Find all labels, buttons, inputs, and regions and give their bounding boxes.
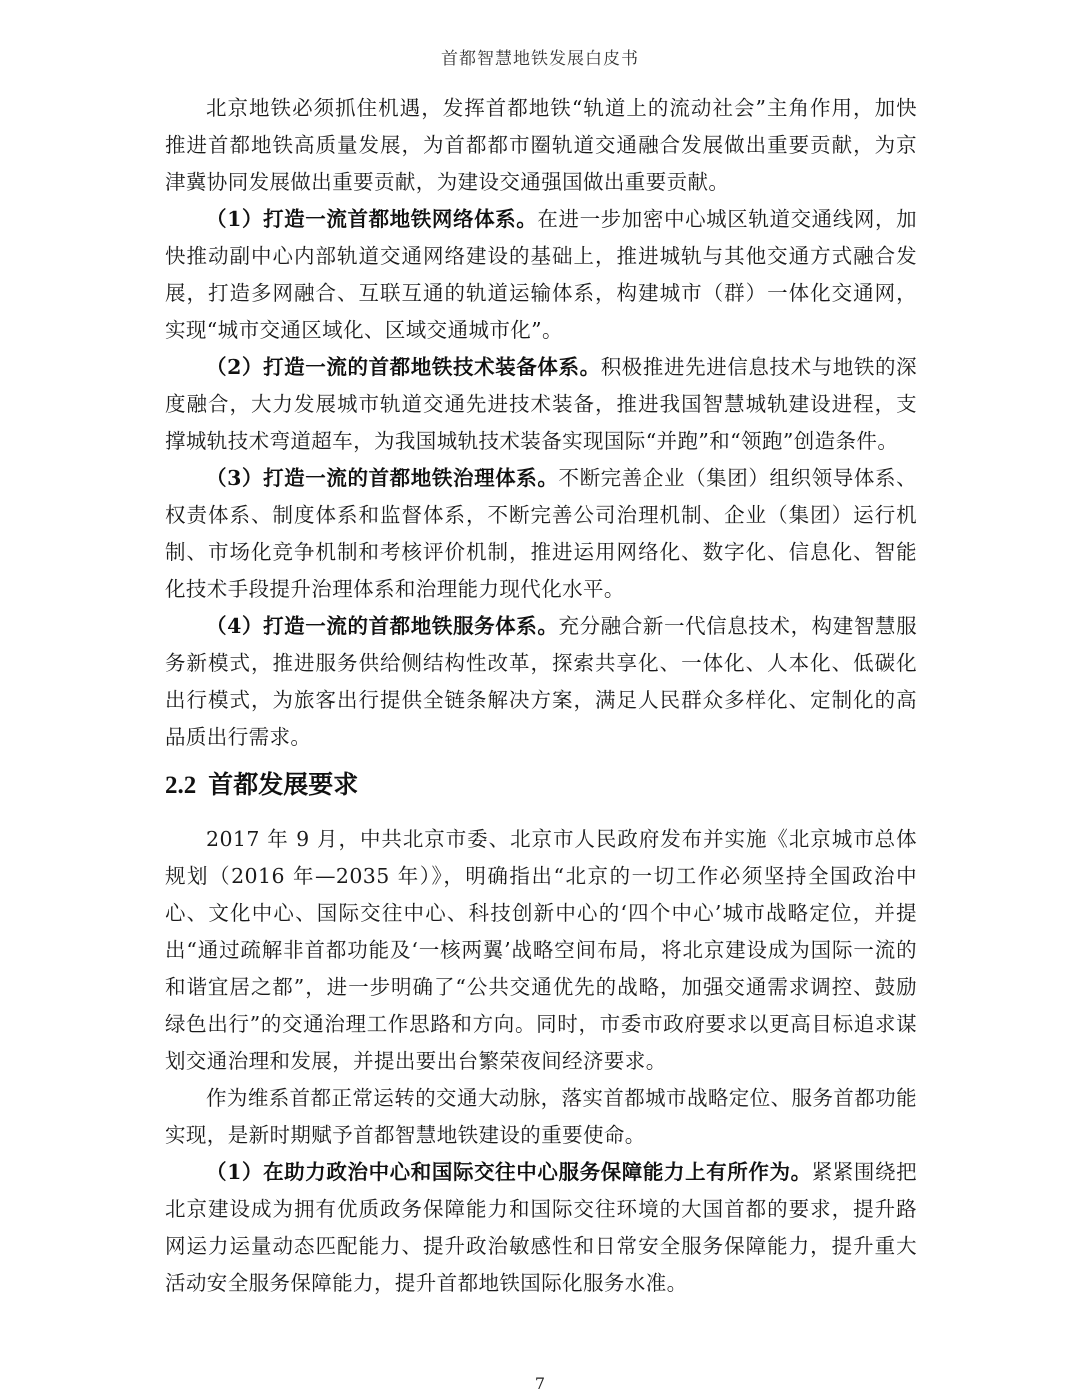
list-item (165, 608, 917, 756)
section-paragraph: 作为维系首都正常运转的交通大动脉，落实首都城市战略定位、服务首都功能实现，是新时期赋予首都智慧地铁建设的重要使命。 (165, 1086, 917, 1147)
item-lead: （2）打造一流的首都地铁技术装备体系。 (206, 355, 601, 379)
item-lead: （4）打造一流的首都地铁服务体系。 (206, 614, 559, 638)
page-number: 7 (534, 1374, 546, 1393)
item-lead: （1）在助力政治中心和国际交往中心服务保障能力上有所作为。 (206, 1160, 812, 1184)
intro-paragraph: 北京地铁必须抓住机遇，发挥首都地铁“轨道上的流动社会”主角作用，加快推进首都地铁高质量发展，为首都都市圈轨道交通融合发展做出重要贡献，为京津冀协同发展做出重要贡献，为建设交通强国做出重要贡献。 (165, 96, 917, 194)
section-number: 2.2 (165, 772, 197, 799)
running-header: 首都智慧地铁发展白皮书 (441, 49, 639, 69)
list-item (165, 201, 917, 349)
item-text: 在进一步加密中心城区轨道交通线网，加快推动副中心内部轨道交通网络建设的基础上，推进城轨与其他交通方式融合发展，打造多网融合、互联互通的轨道运输体系，构建城市（群）一体化交通网，实现“城市交通区域化、区域交通城市化”。 (165, 207, 917, 342)
item-lead: （3）打造一流的首都地铁治理体系。 (206, 466, 559, 490)
section-heading (165, 765, 917, 806)
list-item (165, 349, 917, 460)
list-item (165, 1154, 917, 1302)
item-text: 充分融合新一代信息技术，构建智慧服务新模式，推进服务供给侧结构性改革，探索共享化、一体化、人本化、低碳化出行模式，为旅客出行提供全链条解决方案，满足人民群众多样化、定制化的高品质出行需求。 (165, 614, 917, 749)
item-text: 紧紧围绕把北京建设成为拥有优质政务保障能力和国际交往环境的大国首都的要求，提升路网运力运量动态匹配能力、提升政治敏感性和日常安全服务保障能力，提升重大活动安全服务保障能力，提升首都地铁国际化服务水准。 (165, 1160, 917, 1295)
page-content (165, 90, 917, 1302)
section-paragraph: 2017 年 9 月，中共北京市委、北京市人民政府发布并实施《北京城市总体规划（2016 年—2035 年）》，明确指出“北京的一切工作必须坚持全国政治中心、文化中心、国际交往中心、科技创新中心的‘四个中心’城市战略定位，并提出“通过疏解非首都功能及‘一核两翼’战略空间布局，将北京建设成为国际一流的和谐宜居之都”，进一步明确了“公共交通优先的战略，加强交通需求调控、鼓励绿色出行”的交通治理工作思路和方向。同时，市委市政府要求以更高目标追求谋划交通治理和发展，并提出要出台繁荣夜间经济要求。 (165, 827, 917, 1073)
item-lead: （1）打造一流首都地铁网络体系。 (206, 207, 538, 231)
item-text: 积极推进先进信息技术与地铁的深度融合，大力发展城市轨道交通先进技术装备，推进我国智慧城轨建设进程，支撑城轨技术弯道超车，为我国城轨技术装备实现国际“并跑”和“领跑”创造条件。 (165, 355, 917, 453)
item-text: 不断完善企业（集团）组织领导体系、权责体系、制度体系和监督体系，不断完善公司治理机制、企业（集团）运行机制、市场化竞争机制和考核评价机制，推进运用网络化、数字化、信息化、智能化技术手段提升治理体系和治理能力现代化水平。 (165, 466, 917, 601)
section-title: 首都发展要求 (208, 770, 359, 799)
list-item (165, 460, 917, 608)
